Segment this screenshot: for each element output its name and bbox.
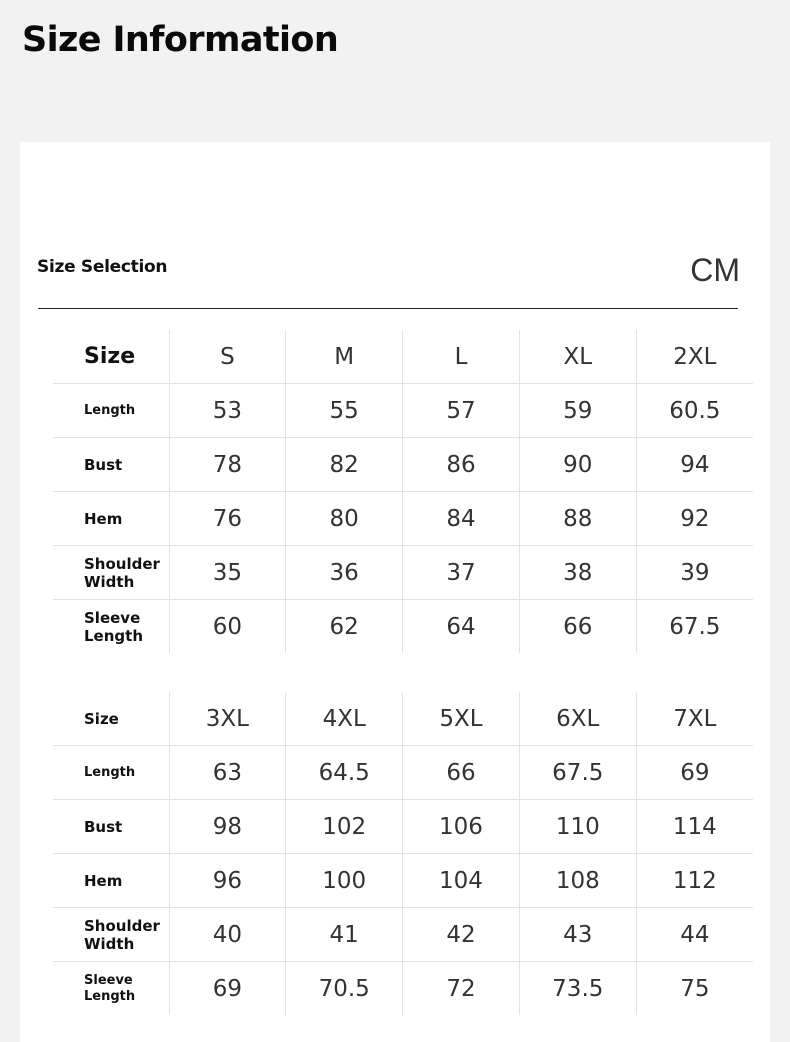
- table-cell: 112: [636, 854, 753, 908]
- table-cell: 75: [636, 962, 753, 1016]
- size-column-header: 5XL: [403, 692, 520, 746]
- row-label-length: Length: [53, 384, 169, 438]
- table-cell: 57: [403, 384, 520, 438]
- table-cell: 96: [169, 854, 286, 908]
- table-row: [53, 908, 753, 962]
- table-cell: 70.5: [286, 962, 403, 1016]
- size-chart-card: [20, 142, 770, 1042]
- size-header-label: Size: [53, 330, 169, 384]
- table-row: [53, 492, 753, 546]
- table-cell: 60.5: [636, 384, 753, 438]
- table-cell: 100: [286, 854, 403, 908]
- size-table-1: [53, 330, 753, 653]
- table-cell: 41: [286, 908, 403, 962]
- unit-label: CM: [690, 252, 740, 288]
- table-cell: 67.5: [519, 746, 636, 800]
- table-cell: 90: [519, 438, 636, 492]
- divider: [38, 308, 738, 309]
- table-cell: 42: [403, 908, 520, 962]
- table-cell: 78: [169, 438, 286, 492]
- row-label-sleeve-length: Sleeve Length: [84, 972, 136, 1004]
- row-label-length: Length: [53, 746, 169, 800]
- table-cell: 66: [519, 600, 636, 654]
- table-row: [53, 800, 753, 854]
- table-cell: 114: [636, 800, 753, 854]
- table-cell: 108: [519, 854, 636, 908]
- table-cell: 38: [519, 546, 636, 600]
- table-cell: 86: [403, 438, 520, 492]
- row-label-hem: Hem: [53, 492, 169, 546]
- table-header-row: [53, 330, 753, 384]
- table-cell: 98: [169, 800, 286, 854]
- table-cell: 53: [169, 384, 286, 438]
- table-cell: 73.5: [519, 962, 636, 1016]
- table-row: [53, 546, 753, 600]
- table-cell: 69: [636, 746, 753, 800]
- size-selection-label: Size Selection: [37, 257, 168, 277]
- table-cell: 43: [519, 908, 636, 962]
- size-column-header: 3XL: [169, 692, 286, 746]
- table-cell: 37: [403, 546, 520, 600]
- table-row: [53, 746, 753, 800]
- table-row: [53, 384, 753, 438]
- size-column-header: M: [286, 330, 403, 384]
- table-cell: 64: [403, 600, 520, 654]
- size-column-header: S: [169, 330, 286, 384]
- table-cell: 36: [286, 546, 403, 600]
- table-cell: 69: [169, 962, 286, 1016]
- table-row: [53, 438, 753, 492]
- table-cell: 92: [636, 492, 753, 546]
- size-table-2: [53, 692, 753, 1015]
- table-cell: 88: [519, 492, 636, 546]
- table-cell: 39: [636, 546, 753, 600]
- table-cell: 35: [169, 546, 286, 600]
- table-cell: 67.5: [636, 600, 753, 654]
- row-label-sleeve-length: Sleeve Length: [84, 608, 143, 645]
- table-row: [53, 854, 753, 908]
- row-label-bust: Bust: [53, 800, 169, 854]
- table-cell: 80: [286, 492, 403, 546]
- table-cell: 72: [403, 962, 520, 1016]
- size-column-header: 7XL: [636, 692, 753, 746]
- page-title: Size Information: [22, 20, 339, 60]
- row-label-shoulder-width: Shoulder Width: [53, 908, 169, 962]
- row-label-hem: Hem: [53, 854, 169, 908]
- table-cell: 63: [169, 746, 286, 800]
- size-column-header: 4XL: [286, 692, 403, 746]
- table-cell: 40: [169, 908, 286, 962]
- table-cell: 60: [169, 600, 286, 654]
- table-cell: 44: [636, 908, 753, 962]
- size-column-header: XL: [519, 330, 636, 384]
- table-cell: 59: [519, 384, 636, 438]
- table-cell: 94: [636, 438, 753, 492]
- table-cell: 64.5: [286, 746, 403, 800]
- table-cell: 104: [403, 854, 520, 908]
- size-header-label: Size: [53, 692, 169, 746]
- table-cell: 110: [519, 800, 636, 854]
- table-cell: 82: [286, 438, 403, 492]
- size-column-header: 2XL: [636, 330, 753, 384]
- table-row: [53, 962, 753, 1016]
- table-row: [53, 600, 753, 654]
- table-cell: 106: [403, 800, 520, 854]
- table-cell: 62: [286, 600, 403, 654]
- size-column-header: 6XL: [519, 692, 636, 746]
- table-cell: 66: [403, 746, 520, 800]
- row-label-shoulder-width: Shoulder Width: [53, 546, 169, 600]
- table-cell: 55: [286, 384, 403, 438]
- table-cell: 84: [403, 492, 520, 546]
- table-cell: 102: [286, 800, 403, 854]
- row-label-bust: Bust: [53, 438, 169, 492]
- table-header-row: [53, 692, 753, 746]
- size-column-header: L: [403, 330, 520, 384]
- table-cell: 76: [169, 492, 286, 546]
